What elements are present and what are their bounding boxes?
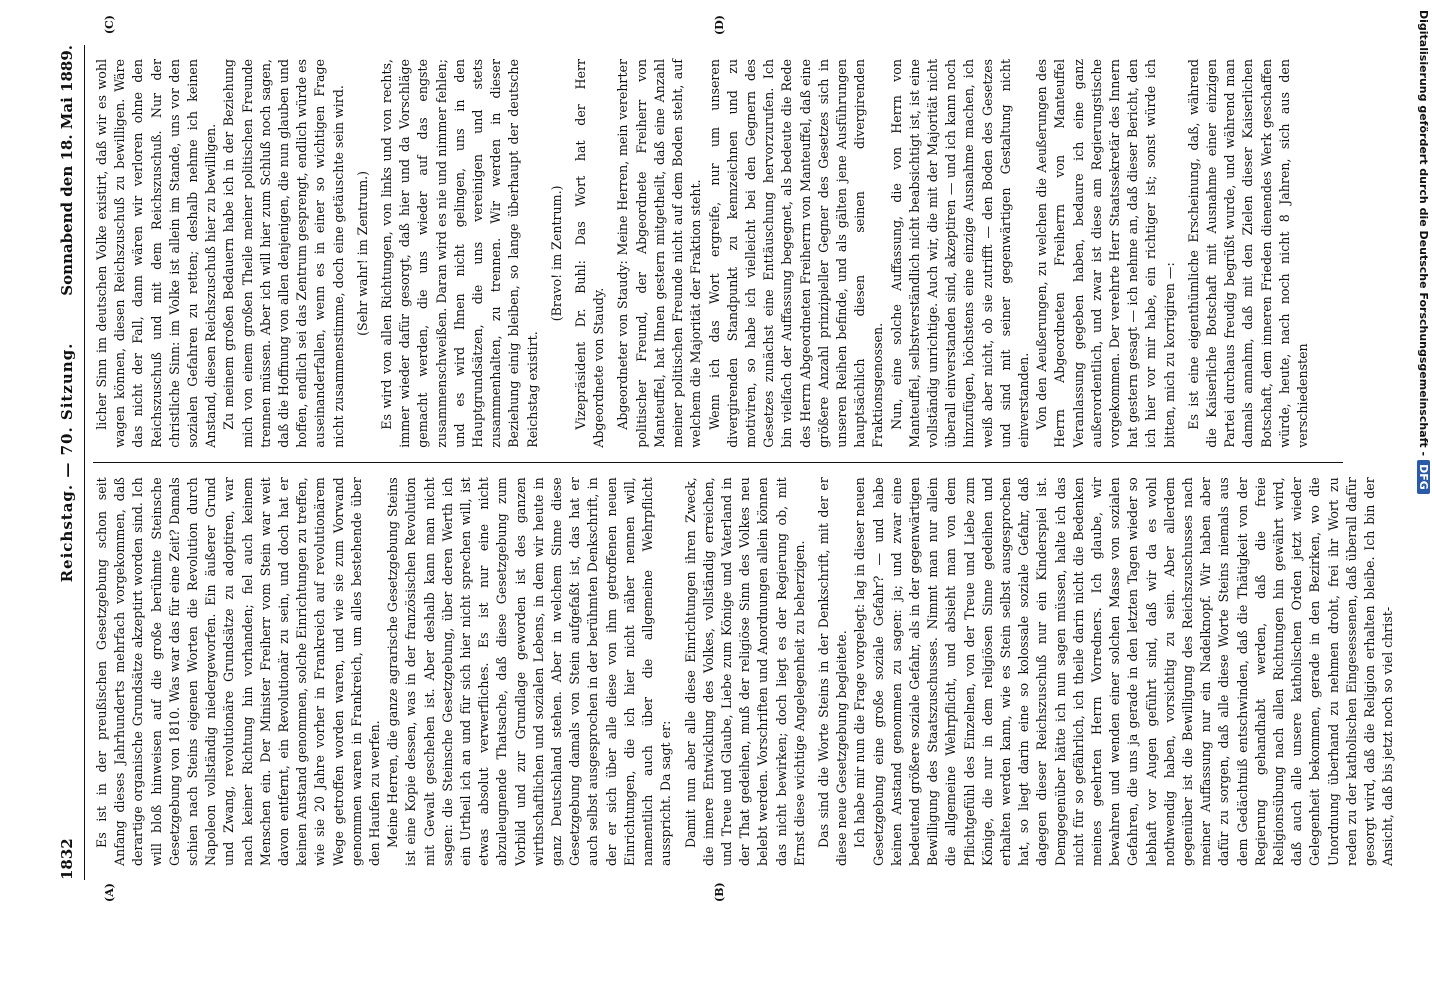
quotation: Damit nun aber alle diese Einrichtungen ihren Zweck, die innere Entwicklung des Volkes, vollständig erreichen, und Treue und Glaube, Liebe zum Könige und Vaterland in der That gedeihen, muß der religiöse Sinn des Volkes neu belebt werden. Vorschriften und Anordnungen allein können das nicht bewirken; doch liegt es der Regierung ob, mit Ernst diese wichtige Angelegenheit zu beherzigen.: [682, 477, 807, 866]
digitization-stamp: [1400, 0, 1430, 1000]
page-date: Sonnabend den 18. Mai 1889.: [58, 45, 76, 296]
page-number: 1832: [58, 838, 76, 880]
paragraph: Es ist in der preußischen Gesetzgebung schon seit Anfang dieses Jahrhunderts mehrfach vorgekommen, daß derartige organische Grundsätze akzeptirt worden sind. Ich will bloß hinweisen auf die große berühmte Steinsche Gesetzgebung von 1810. Was war das für eine Zeit? Damals schien nach Steins eigenen Worten die Revolution durch Napoleon vollständig niedergeworfen. Ein äußerer Grund und Zwang, revolutionäre Grundsätze zu adoptiren, war nach keiner Richtung hin vorhanden; fiel auch keinem Menschen ein. Der Minister Freiherr vom Stein war weit davon entfernt, ein Revolutionär zu sein, und doch hat er keinen Anstand genommen, solche Einrichtungen zu treffen, wie sie 20 Jahre vorher in Frankreich auf revolutionärem Wege getroffen worden waren, und wie sie zum Vorwand genommen waren in Frankreich, um alles bestehende über den Haufen zu werfen.: [94, 477, 383, 866]
margin-marker-b: (B): [713, 882, 726, 902]
paragraph: Es wird von allen Richtungen, von links und von rechts, immer wieder dafür gesorgt, daß hier und da Vorschläge gemacht werden, die uns wieder auf das engste zusammenschweißen. Daran wird es nie und nimmer fehlen; und es wird Ihnen nicht gelingen, uns in den Hauptgrundsätzen, die uns vereinigen und stets zusammenhalten, zu trennen. Wir werden in dieser Beziehung einig bleiben, so lange überhaupt der deutsche Reichstag existirt.: [379, 59, 540, 448]
paragraph: Zu meinem großen Bedauern habe ich in der Beziehung mich von einem großen Theile meiner politischen Freunde trennen müssen. Aber ich will hier zum Schluß noch sagen, daß die Hoffnung von allen denjenigen, die nun glauben und hoffen, endlich sei das Zentrum gesprengt, endlich würde es auseinanderfallen, wenn es in einer so wichtigen Frage nicht zusammenstimme, doch eine getäuschte sein wird.: [221, 59, 346, 448]
paragraph: licher Sinn im deutschen Volke existirt, daß wir es wohl wagen können, diesen Reichszuschuß zu bewilligen. Wäre das nicht der Fall, dann wären wir verloren ohne den Reichszuschuß und mit dem Reichszuschuß. Nur der christliche Sinn: im Volke ist allein im Stande, uns vor den sozialen Gefahren zu retten; deshalb nehme ich keinen Anstand, diesen Reichszuschuß hier zu bewilligen.: [94, 59, 219, 448]
paragraph: Wenn ich das Wort ergreife, nur um unseren divergirenden Standpunkt zu kennzeichnen und zu motiviren, so habe ich vielleicht bei den Gegnern des Gesetzes zunächst eine Enttäuschung hervorzurufen. Ich bin vielfach der Auffassung begegnet, als bedeute die Rede des Herrn Abgeordneten Freiherrn von Manteuffel, daß eine größere Anzahl prinzipieller Gegner des Gesetzes sich in unseren Reihen befinde, und als gälten jene Ausführungen hauptsächlich diesen seinen divergirenden Fraktionsgenossen.: [706, 59, 886, 448]
column-divider: [93, 462, 1343, 464]
dfg-logo: DFG: [1417, 460, 1430, 494]
page-title: Reichstag. — 70. Sitzung.: [58, 342, 76, 583]
quotation: Es ist eine eigenthümliche Erscheinung, daß, während die Kaiserliche Botschaft mit Ausnahme einer einzigen Partei durchaus freudig begrüßt wurde, und während man damals annahm, daß mit den Zielen dieser Kaiserlichen Botschaft, dem inneren Frieden dienendes Werk geschaffen würde, heute, nach noch nicht 8 Jahren, sich aus den verschiedensten: [1185, 59, 1310, 448]
interjection: (Bravo! im Zentrum.): [548, 185, 564, 322]
paragraph: Das sind die Worte Steins in der Denkschrift, mit der er diese neue Gesetzgebung begleitete.: [815, 477, 850, 866]
paragraph: Abgeordneter von Staudy: Meine Herren, mein verehrter politischer Freund, der Abgeordnete Freiherr von Manteuffel, hat Ihnen gestern mitgetheilt, daß eine Anzahl meiner politischen Freunde nicht auf dem Boden steht, auf welchem die Majorität der Fraktion steht.: [615, 59, 704, 448]
right-column: [93, 45, 1343, 462]
paragraph: Meine Herren, die ganze agrarische Gesetzgebung Steins ist eine Kopie dessen, was in der französischen Revolution mit Gewalt geschehen ist. Aber deshalb kann man nicht sagen: die Steinsche Gesetzgebung, über deren Werth ich ein Urtheil ich an und für sich hier nicht sprechen will, ist etwas absolut verwerfliches. Es ist nur eine nicht abzuleugnende Thatsache, daß diese Gesetzgebung zum Vorbild und zur Grundlage geworden ist des ganzen wirthschaftlichen und sozialen Lebens, in dem wir heute in ganz Deutschland stehen. Aber in welchem Sinne diese Gesetzgebung damals von Stein aufgefaßt ist, das hat er auch selbst ausgesprochen in der berühmten Denkschrift, in der er sich über alle diese von ihm getroffenen neuen Einrichtungen, die ich hier nicht näher nennen will, namentlich auch über die allgemeine Wehrpflicht ausspricht. Da sagt er:: [385, 477, 674, 866]
page-header: [50, 45, 85, 880]
margin-marker-c: (C): [103, 15, 116, 35]
left-column: [93, 463, 1396, 880]
stamp-label: [1417, 10, 1430, 494]
paragraph: Von den Aeußerungen, zu welchen die Aeußerungen des Herrn Abgeordneten Freiherrn von Manteuffel Veranlassung gegeben haben, bedaure ich eine ganz außerordentlich, und zwar ist diese am Regierungstische vorgekommen. Der verehrte Herr Staatssekretär des Innern hat gestern gesagt — ich nehme an, daß dieser Bericht, den ich hier vor mir habe, ein richtiger ist; sonst würde ich bitten, mich zu korrigiren —:: [1034, 59, 1177, 448]
paragraph: Ich habe mir nun die Frage vorgelegt: lag in dieser neuen Gesetzgebung eine große soziale Gefahr? — und habe keinen Anstand genommen zu sagen: ja; und zwar eine bedeutend größere soziale Gefahr, als in der gegenwärtigen Bewilligung des Staatszuschusses. Nimmt man nur allein die allgemeine Wehrpflicht, und absieht man von dem Pflichtgefühl des Einzelnen, von der Treue und Liebe zum Könige, die nur in dem religiösen Sinne gedeihen und erhalten werden kann, wie es Stein selbst ausgesprochen hat, so liegt darin eine so kolossale soziale Gefahr, daß dagegen dieser Reichszuschuß nur ein Kinderspiel ist. Demgegenüber hätte ich nun sagen müssen, halte ich das nicht für so gefährlich, ich theile darin nicht die Bedenken meines geehrten Herrn Vorredners. Ich glaube, wir bewahren und wenden einer solchen Masse von sozialen Gefahren, die uns ja gerade in den letzten Tagen wieder so lebhaft vor Augen geführt sind, daß wir da es wohl nothwendig haben, vorsichtig zu sein. Aber allerdem gegenüber ist die Bewilligung des Reichszuschusses nach meiner Auffassung nur ein Nadelknopf. Wir haben aber dafür zu sorgen, daß alle diese Worte Steins niemals aus dem Gedächtniß entschwinden, daß die Thätigkeit von der Regierung gehandhabt werden, daß die freie Religionsübung nach allen Richtungen hin gewährt wird, daß auch alle unsere katholischen Orden jetzt wieder Gelegenheit bekommen, gerade in den Bezirken, wo die Unordnung überhand zu nehmen droht, frei ihr Wort zu reden zu der katholischen Eingesessenen, daß überall dafür gesorgt wird, daß die Religion erhalten bleibe. Ich bin der Ansicht, daß bis jetzt noch so viel christ-: [852, 477, 1396, 866]
speaker-announcement: Vizepräsident Dr. Buhl: Das Wort hat der Herr Abgeordnete von Staudy.: [573, 59, 607, 448]
interjection: (Sehr wahr! im Zentrum.): [354, 170, 370, 336]
margin-marker-d: (D): [713, 15, 726, 35]
stamp-text: Digitalisierung gefördert durch die Deutsche Forschungsgemeinschaft -: [1417, 10, 1430, 457]
paragraph: Nun, eine solche Auffassung, die von Herrn von Manteuffel, selbstverständlich nicht beabsichtigt ist, ist eine vollständig unrichtige. Auch wir, die mit der Majorität nicht überall einverstanden sind, akzeptiren — und ich kann noch hinzufügen, höchstens eine einzige Ausnahme machen, ich weiß aber nicht, ob sie zutrifft — den Boden des Gesetzes und sind mit seiner gegenwärtigen Gestaltung nicht einverstanden.: [888, 59, 1031, 448]
margin-marker-a: (A): [103, 883, 116, 902]
columns: [93, 15, 1396, 902]
